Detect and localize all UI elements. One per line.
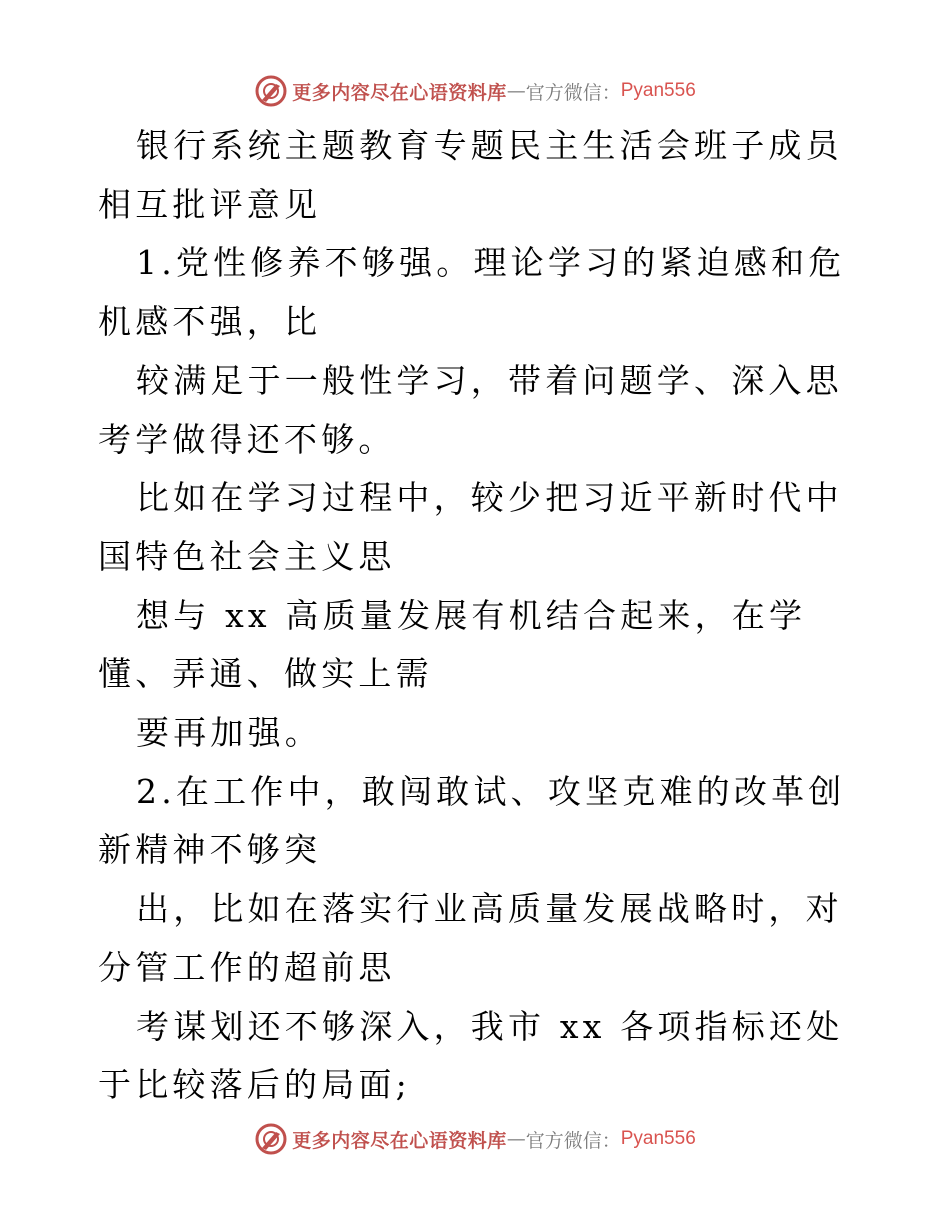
paragraph-7: 出，比如在落实行业高质量发展战略时，对分管工作的超前思: [98, 889, 843, 987]
header-watermark: [0, 71, 950, 111]
watermark-label: 官方微信：: [525, 81, 621, 104]
watermark-wechat-id: Pyan556: [620, 80, 696, 101]
paragraph-6: 2.在工作中，敢闯敢试、攻坚克难的改革创新精神不够突: [98, 771, 846, 870]
document-body: [98, 117, 858, 1115]
watermark-brand: 更多内容尽在心语资料库: [292, 1129, 507, 1152]
watermark-brand: 更多内容尽在心语资料库: [292, 81, 507, 104]
paragraph-4: 想与 xx 高质量发展有机结合起来，在学懂、弄通、做实上需: [98, 595, 807, 694]
watermark-label: 官方微信：: [525, 1129, 621, 1152]
paragraph-5: 要再加强。: [136, 713, 322, 753]
document-title: 银行系统主题教育专题民主生活会班子成员相互批评意见: [98, 126, 843, 224]
paragraph-2: 较满足于一般性学习，带着问题学、深入思考学做得还不够。: [98, 360, 843, 459]
watermark-wechat-id: Pyan556: [620, 1128, 696, 1149]
paragraph-1: 1.党性修养不够强。理论学习的紧迫感和危机感不强，比: [98, 243, 846, 342]
pen-logo-icon: [254, 1122, 288, 1156]
watermark-dash: —: [506, 1128, 526, 1150]
paragraph-8: 考谋划还不够深入，我市 xx 各项指标还处于比较落后的局面;: [98, 1006, 844, 1105]
paragraph-3: 比如在学习过程中，较少把习近平新时代中国特色社会主义思: [98, 478, 843, 576]
pen-logo-icon: [254, 74, 288, 108]
watermark-dash: —: [506, 80, 526, 102]
footer-watermark: [0, 1119, 950, 1159]
